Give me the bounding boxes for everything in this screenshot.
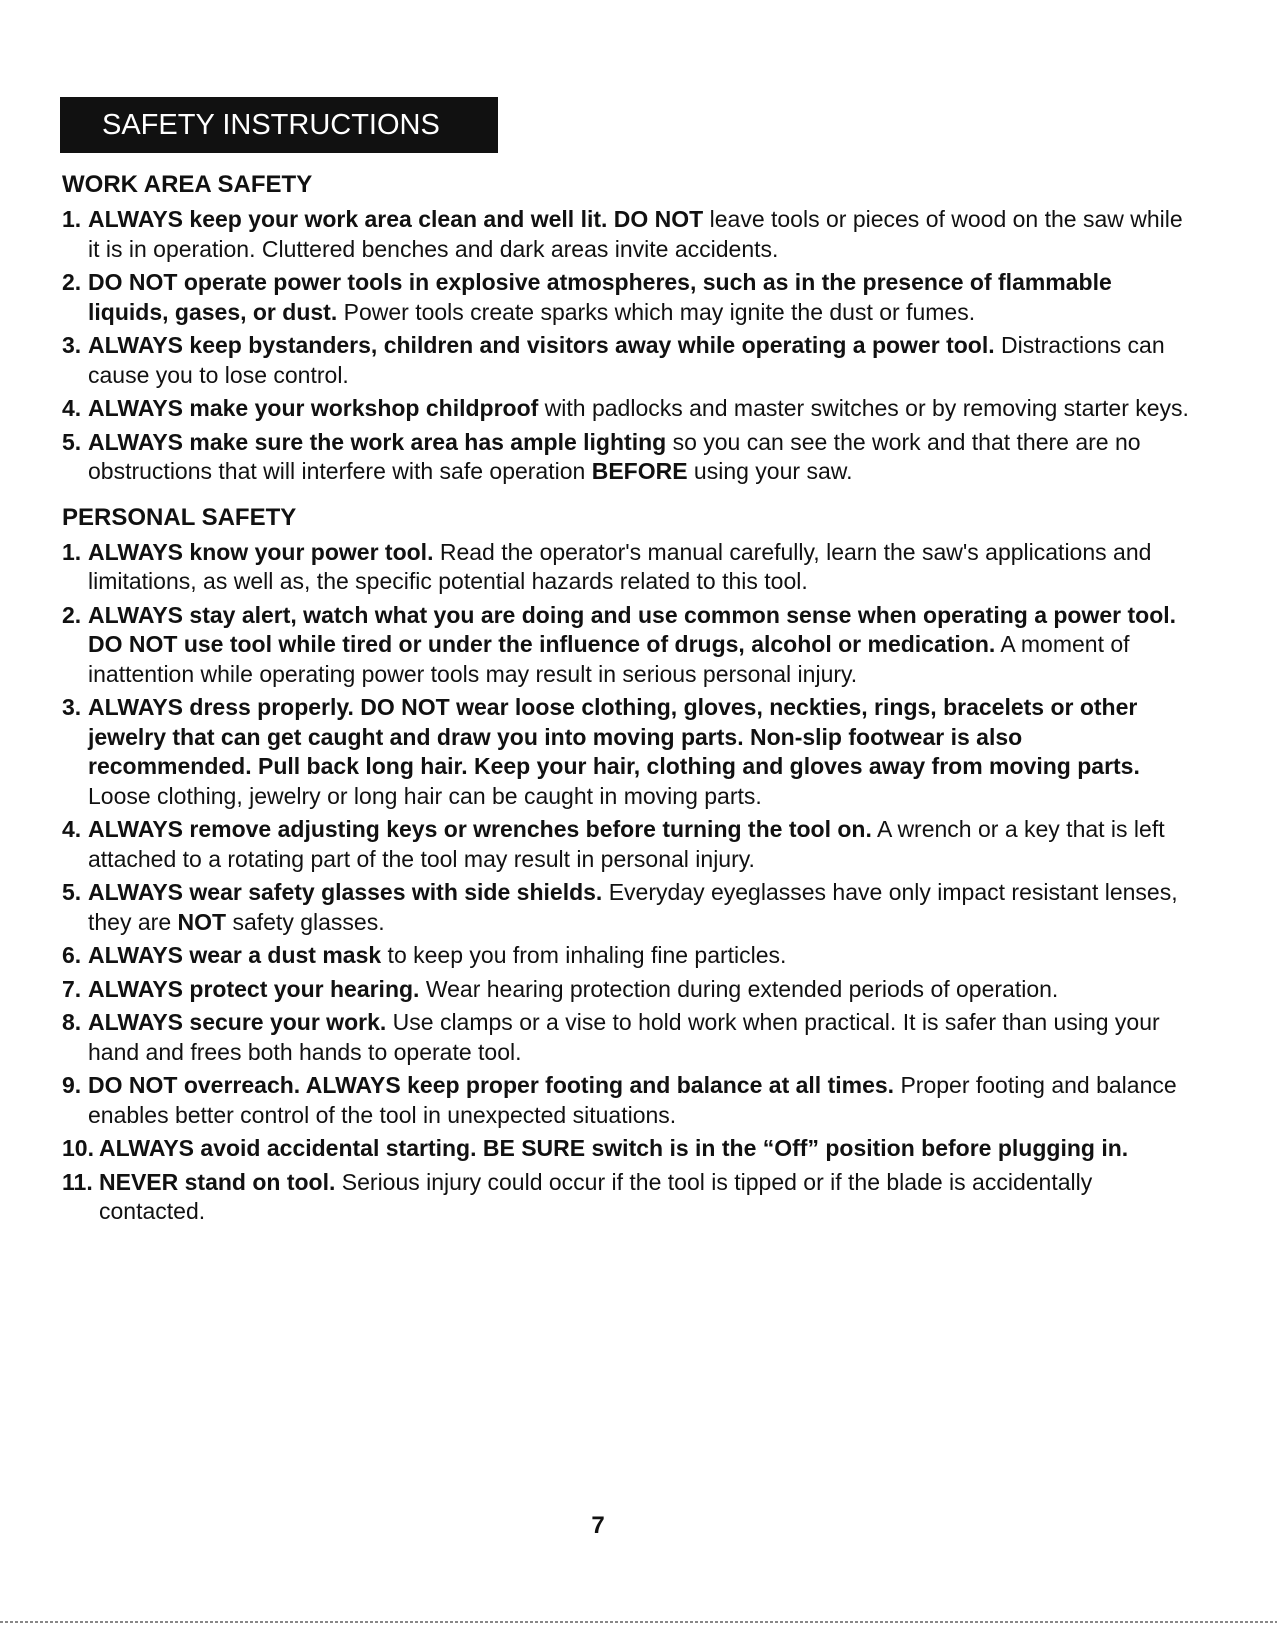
work-area-list xyxy=(62,205,1192,487)
list-item: 4. ALWAYS make your workshop childproof with padlocks and master switches or by removing starter keys. xyxy=(62,395,1189,421)
bottom-divider xyxy=(0,1621,1277,1623)
section-header-banner xyxy=(60,97,498,153)
list-item: 3. ALWAYS keep bystanders, children and visitors away while operating a power tool. Distractions can cause you to lose control. xyxy=(62,332,1165,388)
list-item: 1. ALWAYS keep your work area clean and well lit. DO NOT leave tools or pieces of wood on the saw while it is in operation. Cluttered benches and dark areas invite accidents. xyxy=(62,206,1183,262)
page-number: 7 xyxy=(591,1512,605,1539)
list-item: 5. ALWAYS wear safety glasses with side shields. Everyday eyeglasses have only impact resistant lenses, they are NOT safety glasses. xyxy=(62,879,1178,935)
content-area xyxy=(62,170,1192,1231)
list-item: 4. ALWAYS remove adjusting keys or wrenches before turning the tool on. A wrench or a key that is left attached to a rotating part of the tool may result in personal injury. xyxy=(62,816,1165,872)
section-title-work-area: WORK AREA SAFETY xyxy=(62,171,313,198)
list-item: 7. ALWAYS protect your hearing. Wear hearing protection during extended periods of operation. xyxy=(62,975,1059,1002)
list-item: 10. ALWAYS avoid accidental starting. BE SURE switch is in the “Off” position before plugging in. xyxy=(62,1135,1129,1161)
list-item: 3. ALWAYS dress properly. DO NOT wear loose clothing, gloves, neckties, rings, bracelets or other jewelry that can get caught and draw you into moving parts. Non-slip footwear is also recommended. Pull back long hair. Keep your hair, clothing and gloves away from moving parts. Loose clothing, jewelry or long hair can be caught in moving parts. xyxy=(62,694,1140,809)
list-item: 1. ALWAYS know your power tool. Read the operator's manual carefully, learn the saw's applications and limitations, as well as, the specific potential hazards related to this tool. xyxy=(62,538,1152,594)
list-item: 2. DO NOT operate power tools in explosive atmospheres, such as in the presence of flammable liquids, gases, or dust. Power tools create sparks which may ignite the dust or fumes. xyxy=(62,269,1112,325)
header-title: SAFETY INSTRUCTIONS xyxy=(102,108,440,141)
list-item: 11. NEVER stand on tool. Serious injury could occur if the tool is tipped or if the blade is accidentally contacted. xyxy=(62,1168,1093,1224)
list-item: 8. ALWAYS secure your work. Use clamps or a vise to hold work when practical. It is safer than using your hand and frees both hands to operate tool. xyxy=(62,1009,1160,1065)
list-item: 2. ALWAYS stay alert, watch what you are doing and use common sense when operating a power tool. DO NOT use tool while tired or under the influence of drugs, alcohol or medication. A moment of inattention while operating power tools may result in serious personal injury. xyxy=(62,601,1177,687)
list-item: 5. ALWAYS make sure the work area has ample lighting so you can see the work and that there are no obstructions that will interfere with safe operation BEFORE using your saw. xyxy=(62,428,1141,484)
section-title-personal: PERSONAL SAFETY xyxy=(62,503,297,531)
list-item: 9. DO NOT overreach. ALWAYS keep proper footing and balance at all times. Proper footing and balance enables better control of the tool in unexpected situations. xyxy=(62,1072,1177,1128)
personal-safety-list xyxy=(62,538,1192,1227)
list-item: 6. ALWAYS wear a dust mask to keep you from inhaling fine particles. xyxy=(62,942,787,968)
